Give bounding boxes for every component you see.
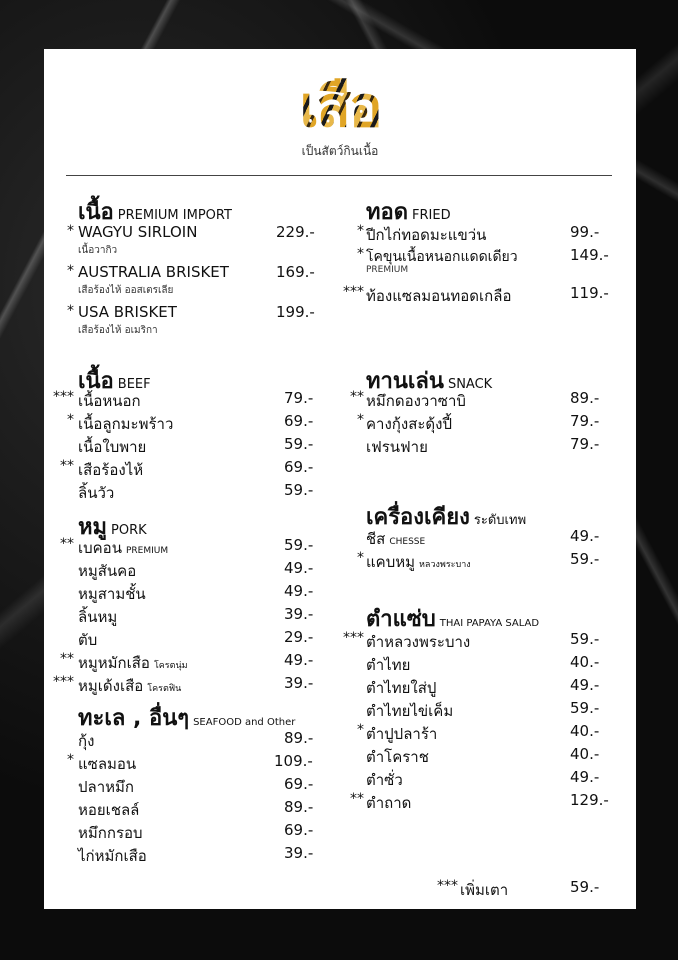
section-title-seafood: ทะเล , อื่นๆ SEAFOOD and Other bbox=[78, 706, 296, 731]
menu-card: เสือ เป็นสัตว์กินเนื้อ เนื้อ PREMIUM IMPORT * WAGYU SIRLOIN เนื้อวากิว 229.- * AUSTRALIA BRISKET เสือร้องไห้ ออสเตรเลีย 169.- * USA BRISKET เสือร้องไห้ อเมริกา 199.- เนื้อ BEEF *** เนื้อหนอก 79.- * เนื้อลูกมะพร้าว 69.- เนื้อใบพาย 59.- ** เสือร้องไห้ 69.- ลิ้นวัว 59.- หมู PORK ** เบคอน PREMIUM 59.- หมูสันคอ 49.- หมูสามชั้น 49.- ลิ้นหมู 39.- ตับ 29.- ** หมูหมักเสือ โครตนุ่ม 49.- *** หมูเด้งเสือ โครตฟิน 39.- ทะเล , อื่นๆ SEAFOOD and Other กุ้ง 89.- * แซลมอน 109.- ปลาหมึก 69.- หอยเชลล์ 89.- หมึกกรอบ 69.- ไก่หมักเสือ 39.- ทอด FRIED * ปีกไก่ทอดมะแขว่น 99.- * โคขุนเนื้อหนอกแดดเดียว PREMIUM 149.- *** ท้องแซลมอนทอดเกลือ 119.- ทานเล่น SNACK ** หมึกดองวาซาบิ 89.- * คางกุ้งสะดุ้งปี้ 79.- เฟรนฟาย 79.- เครื่องเคียง ระดับเทพ ชีส CHESSE 49.- * แคบหมู หลวงพระบาง 59.- ตำแซ่บ THAI PAPAYA SALAD *** ตำหลวงพระบาง 59.- ตำไทย 40.- ตำไทยใส่ปู 49.- ตำไทยไข่เค็ม 59.- * ตำปูปลาร้า 40.- ตำโคราช 40.- ตำซั่ว 49.- ** ตำถาด 129.- *** เพิ่มเตา 59.- bbox=[44, 49, 636, 909]
section-title-side: เครื่องเคียง ระดับเทพ bbox=[366, 505, 527, 530]
section-title-beef: เนื้อ BEEF bbox=[78, 369, 151, 394]
brand-logo: เสือ bbox=[282, 77, 398, 139]
section-title-papaya: ตำแซ่บ THAI PAPAYA SALAD bbox=[366, 607, 540, 632]
brand-tagline: เป็นสัตว์กินเนื้อ bbox=[301, 144, 379, 158]
section-title-fried: ทอด FRIED bbox=[366, 200, 451, 225]
section-title-snack: ทานเล่น SNACK bbox=[366, 369, 493, 394]
divider bbox=[66, 175, 612, 176]
section-title-premium: เนื้อ PREMIUM IMPORT bbox=[78, 200, 232, 225]
section-title-pork: หมู PORK bbox=[78, 515, 147, 540]
